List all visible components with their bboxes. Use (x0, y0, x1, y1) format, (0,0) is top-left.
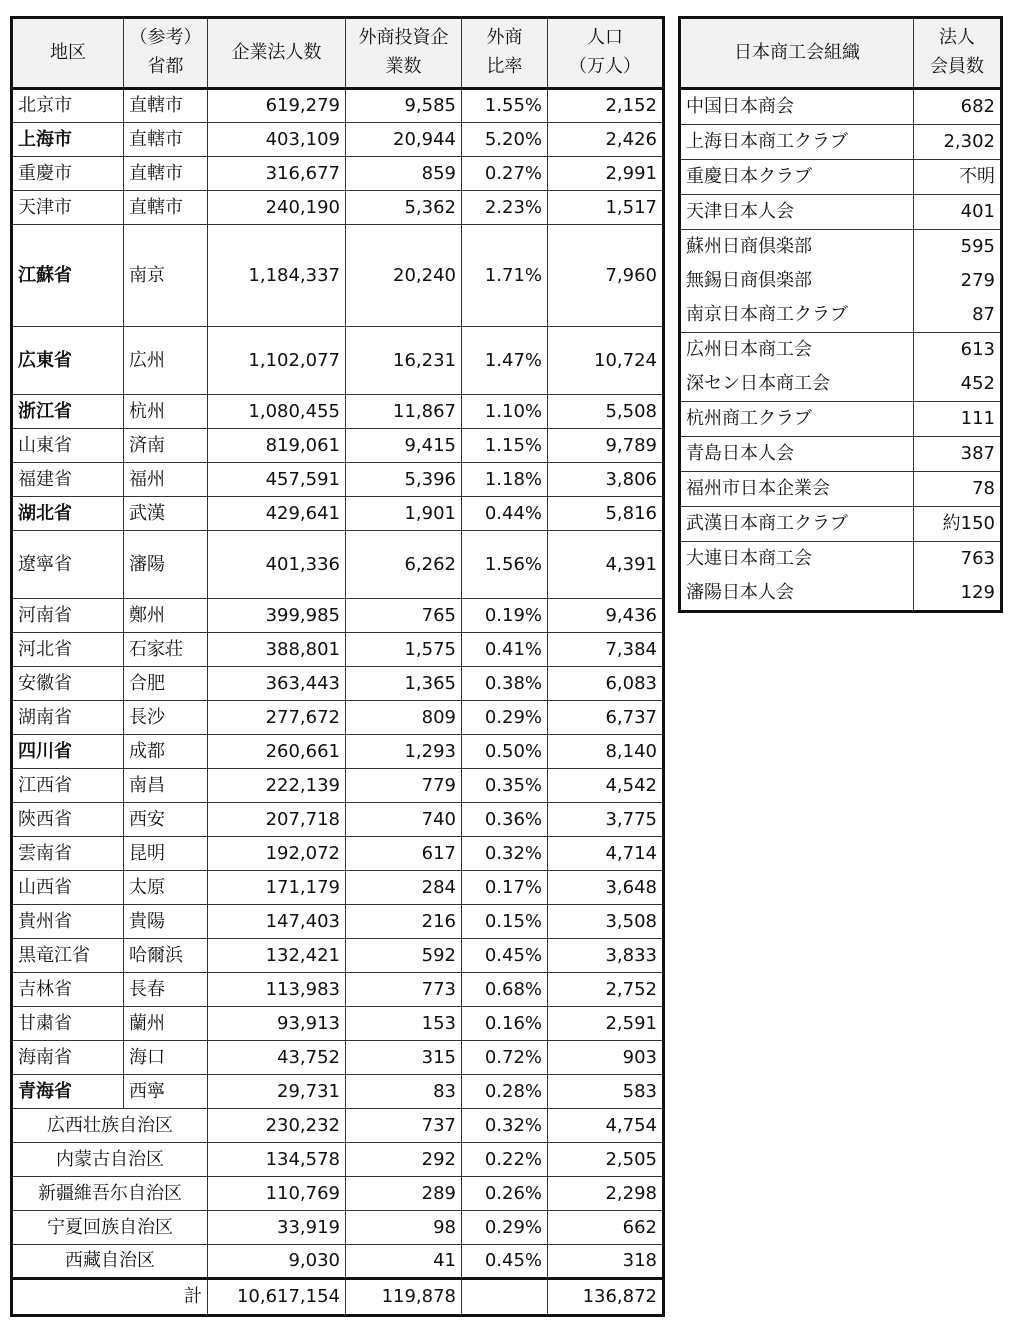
population-cell: 7,960 (548, 225, 664, 327)
region-cell: 福建省 (12, 463, 124, 497)
japanese-chamber-table (678, 16, 1003, 613)
population-cell: 4,714 (548, 837, 664, 871)
foreign-cell: 779 (346, 769, 462, 803)
ratio-cell: 0.44% (462, 497, 548, 531)
table-row (12, 735, 664, 769)
region-cell: 浙江省 (12, 395, 124, 429)
total-companies: 10,617,154 (208, 1279, 346, 1316)
org-name: 青島日本人会 (686, 443, 794, 464)
companies-cell: 316,677 (208, 157, 346, 191)
ratio-cell: 1.71% (462, 225, 548, 327)
region-cell: 宁夏回族自治区 (12, 1211, 208, 1245)
companies-cell: 29,731 (208, 1075, 346, 1109)
org-members-cell (914, 160, 1002, 195)
org-group-row (680, 195, 1002, 230)
companies-cell: 260,661 (208, 735, 346, 769)
org-name-cell (680, 472, 914, 507)
ratio-cell: 0.29% (462, 701, 548, 735)
org-members: 452 (960, 373, 995, 394)
foreign-cell: 20,240 (346, 225, 462, 327)
foreign-cell: 292 (346, 1143, 462, 1177)
companies-cell: 192,072 (208, 837, 346, 871)
org-name: 大連日本商工会 (686, 548, 812, 569)
org-group-row (680, 160, 1002, 195)
companies-cell: 110,769 (208, 1177, 346, 1211)
population-cell: 3,648 (548, 871, 664, 905)
table-row (12, 939, 664, 973)
companies-cell: 1,102,077 (208, 327, 346, 395)
org-group-row (680, 402, 1002, 437)
org-members-cell (914, 333, 1002, 402)
ratio-cell: 0.16% (462, 1007, 548, 1041)
population-cell: 6,083 (548, 667, 664, 701)
region-cell: 河南省 (12, 599, 124, 633)
foreign-cell: 83 (346, 1075, 462, 1109)
capital-cell: 西寧 (124, 1075, 208, 1109)
population-cell: 2,591 (548, 1007, 664, 1041)
header-org-name: 日本商工会組織 (680, 18, 914, 89)
ratio-cell: 1.47% (462, 327, 548, 395)
region-cell: 広東省 (12, 327, 124, 395)
foreign-cell: 5,396 (346, 463, 462, 497)
foreign-cell: 284 (346, 871, 462, 905)
population-cell: 2,152 (548, 89, 664, 123)
table-row (12, 123, 664, 157)
ratio-cell: 0.27% (462, 157, 548, 191)
companies-cell: 399,985 (208, 599, 346, 633)
ratio-cell: 1.18% (462, 463, 548, 497)
org-name: 福州市日本企業会 (686, 478, 830, 499)
population-cell: 3,775 (548, 803, 664, 837)
population-cell: 2,298 (548, 1177, 664, 1211)
region-cell: 湖南省 (12, 701, 124, 735)
org-members: 595 (960, 236, 995, 257)
region-cell: 貴州省 (12, 905, 124, 939)
foreign-cell: 1,575 (346, 633, 462, 667)
foreign-cell: 153 (346, 1007, 462, 1041)
foreign-cell: 98 (346, 1211, 462, 1245)
table-row (12, 667, 664, 701)
table-row (12, 1109, 664, 1143)
org-name: 蘇州日商倶楽部 (686, 236, 812, 257)
foreign-cell: 1,365 (346, 667, 462, 701)
org-members: 78 (972, 478, 995, 499)
org-members-cell (914, 542, 1002, 612)
org-group-row (680, 333, 1002, 402)
companies-cell: 230,232 (208, 1109, 346, 1143)
capital-cell: 石家荘 (124, 633, 208, 667)
table-row (12, 327, 664, 395)
companies-cell: 222,139 (208, 769, 346, 803)
population-cell: 2,752 (548, 973, 664, 1007)
population-cell: 318 (548, 1245, 664, 1279)
companies-cell: 363,443 (208, 667, 346, 701)
foreign-cell: 315 (346, 1041, 462, 1075)
ratio-cell: 2.23% (462, 191, 548, 225)
companies-cell: 429,641 (208, 497, 346, 531)
population-cell: 5,816 (548, 497, 664, 531)
foreign-cell: 765 (346, 599, 462, 633)
table-row (12, 1211, 664, 1245)
org-name: 瀋陽日本人会 (686, 582, 794, 603)
capital-cell: 福州 (124, 463, 208, 497)
table-row (12, 1177, 664, 1211)
capital-cell: 瀋陽 (124, 531, 208, 599)
region-cell: 陝西省 (12, 803, 124, 837)
ratio-cell: 1.56% (462, 531, 548, 599)
foreign-cell: 1,901 (346, 497, 462, 531)
org-group-row (680, 472, 1002, 507)
table-row (12, 1245, 664, 1279)
header-capital: （参考） 省都 (124, 18, 208, 89)
org-name: 上海日本商工クラブ (686, 131, 848, 152)
region-cell: 江西省 (12, 769, 124, 803)
companies-cell: 457,591 (208, 463, 346, 497)
population-cell: 2,991 (548, 157, 664, 191)
capital-cell: 合肥 (124, 667, 208, 701)
capital-cell: 太原 (124, 871, 208, 905)
companies-cell: 132,421 (208, 939, 346, 973)
companies-cell: 147,403 (208, 905, 346, 939)
population-cell: 1,517 (548, 191, 664, 225)
capital-cell: 蘭州 (124, 1007, 208, 1041)
region-cell: 天津市 (12, 191, 124, 225)
org-group-row (680, 507, 1002, 542)
org-name: 広州日本商工会 (686, 339, 812, 360)
table-row (12, 157, 664, 191)
table-row (12, 973, 664, 1007)
org-group-row (680, 437, 1002, 472)
region-cell: 江蘇省 (12, 225, 124, 327)
companies-cell: 1,080,455 (208, 395, 346, 429)
companies-cell: 93,913 (208, 1007, 346, 1041)
ratio-cell: 0.68% (462, 973, 548, 1007)
ratio-cell: 0.45% (462, 939, 548, 973)
table-row (12, 599, 664, 633)
ratio-cell: 0.45% (462, 1245, 548, 1279)
org-name: 重慶日本クラブ (686, 166, 812, 187)
header-foreign: 外商投資企 業数 (346, 18, 462, 89)
total-population: 136,872 (548, 1279, 664, 1316)
table-row (12, 633, 664, 667)
org-members: 不明 (959, 166, 995, 187)
table-row (12, 1007, 664, 1041)
org-members-cell (914, 437, 1002, 472)
ratio-cell: 0.32% (462, 837, 548, 871)
companies-cell: 43,752 (208, 1041, 346, 1075)
companies-cell: 171,179 (208, 871, 346, 905)
org-group-row (680, 89, 1002, 125)
table-row (12, 429, 664, 463)
org-name: 天津日本人会 (686, 201, 794, 222)
foreign-cell: 809 (346, 701, 462, 735)
region-cell: 安徽省 (12, 667, 124, 701)
population-cell: 6,737 (548, 701, 664, 735)
org-members: 129 (960, 582, 995, 603)
population-cell: 4,391 (548, 531, 664, 599)
table-row (12, 1143, 664, 1177)
org-members: 111 (960, 408, 995, 429)
org-members-cell (914, 507, 1002, 542)
org-name-cell (680, 160, 914, 195)
population-cell: 4,542 (548, 769, 664, 803)
org-members: 763 (960, 548, 995, 569)
capital-cell: 海口 (124, 1041, 208, 1075)
total-row (12, 1279, 664, 1316)
org-table-header (680, 18, 1002, 89)
org-members: 401 (960, 201, 995, 222)
table-row (12, 701, 664, 735)
foreign-cell: 216 (346, 905, 462, 939)
ratio-cell: 0.19% (462, 599, 548, 633)
companies-cell: 207,718 (208, 803, 346, 837)
ratio-cell: 0.29% (462, 1211, 548, 1245)
companies-cell: 134,578 (208, 1143, 346, 1177)
capital-cell: 武漢 (124, 497, 208, 531)
header-population: 人口 （万人） (548, 18, 664, 89)
ratio-cell: 0.72% (462, 1041, 548, 1075)
org-members-cell (914, 230, 1002, 333)
population-cell: 3,806 (548, 463, 664, 497)
population-cell: 3,833 (548, 939, 664, 973)
org-members: 387 (960, 443, 995, 464)
population-cell: 9,789 (548, 429, 664, 463)
ratio-cell: 0.36% (462, 803, 548, 837)
total-ratio (462, 1279, 548, 1316)
province-table-header (12, 18, 664, 89)
ratio-cell: 0.41% (462, 633, 548, 667)
org-members: 279 (960, 270, 995, 291)
population-cell: 583 (548, 1075, 664, 1109)
foreign-cell: 20,944 (346, 123, 462, 157)
population-cell: 903 (548, 1041, 664, 1075)
foreign-cell: 289 (346, 1177, 462, 1211)
province-table (10, 16, 665, 1317)
foreign-cell: 9,415 (346, 429, 462, 463)
org-members: 613 (960, 339, 995, 360)
ratio-cell: 0.38% (462, 667, 548, 701)
region-cell: 海南省 (12, 1041, 124, 1075)
org-group-row (680, 542, 1002, 612)
region-cell: 吉林省 (12, 973, 124, 1007)
capital-cell: 長沙 (124, 701, 208, 735)
capital-cell: 直轄市 (124, 89, 208, 123)
capital-cell: 広州 (124, 327, 208, 395)
region-cell: 山西省 (12, 871, 124, 905)
capital-cell: 鄭州 (124, 599, 208, 633)
table-row (12, 769, 664, 803)
ratio-cell: 0.17% (462, 871, 548, 905)
population-cell: 4,754 (548, 1109, 664, 1143)
companies-cell: 33,919 (208, 1211, 346, 1245)
table-row (12, 395, 664, 429)
org-name-cell (680, 437, 914, 472)
table-row (12, 463, 664, 497)
region-cell: 広西壮族自治区 (12, 1109, 208, 1143)
org-name: 武漢日本商工クラブ (686, 513, 848, 534)
org-name-cell (680, 542, 914, 612)
org-name-cell (680, 230, 914, 333)
foreign-cell: 6,262 (346, 531, 462, 599)
foreign-cell: 41 (346, 1245, 462, 1279)
population-cell: 2,426 (548, 123, 664, 157)
header-region: 地区 (12, 18, 124, 89)
org-name: 杭州商工クラブ (686, 408, 812, 429)
capital-cell: 哈爾浜 (124, 939, 208, 973)
ratio-cell: 0.28% (462, 1075, 548, 1109)
region-cell: 上海市 (12, 123, 124, 157)
ratio-cell: 0.22% (462, 1143, 548, 1177)
table-row (12, 191, 664, 225)
org-name-cell (680, 507, 914, 542)
table-row (12, 1041, 664, 1075)
table-row (12, 905, 664, 939)
foreign-cell: 9,585 (346, 89, 462, 123)
region-cell: 四川省 (12, 735, 124, 769)
region-cell: 山東省 (12, 429, 124, 463)
table-row (12, 837, 664, 871)
foreign-cell: 617 (346, 837, 462, 871)
companies-cell: 403,109 (208, 123, 346, 157)
region-cell: 新疆維吾尓自治区 (12, 1177, 208, 1211)
capital-cell: 直轄市 (124, 191, 208, 225)
header-org-members: 法人 会員数 (914, 18, 1002, 89)
capital-cell: 南昌 (124, 769, 208, 803)
org-members: 2,302 (943, 131, 995, 152)
foreign-cell: 740 (346, 803, 462, 837)
region-cell: 青海省 (12, 1075, 124, 1109)
capital-cell: 直轄市 (124, 157, 208, 191)
org-name-cell (680, 195, 914, 230)
foreign-cell: 859 (346, 157, 462, 191)
region-cell: 北京市 (12, 89, 124, 123)
org-members-cell (914, 402, 1002, 437)
org-members-cell (914, 89, 1002, 125)
capital-cell: 成都 (124, 735, 208, 769)
population-cell: 3,508 (548, 905, 664, 939)
region-cell: 甘粛省 (12, 1007, 124, 1041)
org-name: 南京日本商工クラブ (686, 304, 848, 325)
population-cell: 7,384 (548, 633, 664, 667)
region-cell: 遼寧省 (12, 531, 124, 599)
ratio-cell: 1.10% (462, 395, 548, 429)
org-members: 682 (960, 96, 995, 117)
foreign-cell: 11,867 (346, 395, 462, 429)
population-cell: 9,436 (548, 599, 664, 633)
capital-cell: 直轄市 (124, 123, 208, 157)
org-name: 深セン日本商工会 (686, 373, 830, 394)
capital-cell: 昆明 (124, 837, 208, 871)
ratio-cell: 0.26% (462, 1177, 548, 1211)
org-group-row (680, 125, 1002, 160)
companies-cell: 240,190 (208, 191, 346, 225)
population-cell: 10,724 (548, 327, 664, 395)
org-members-cell (914, 195, 1002, 230)
population-cell: 2,505 (548, 1143, 664, 1177)
org-members-cell (914, 472, 1002, 507)
total-label: 計 (12, 1279, 208, 1316)
capital-cell: 済南 (124, 429, 208, 463)
companies-cell: 819,061 (208, 429, 346, 463)
region-cell: 湖北省 (12, 497, 124, 531)
companies-cell: 1,184,337 (208, 225, 346, 327)
total-foreign: 119,878 (346, 1279, 462, 1316)
org-group-row (680, 230, 1002, 333)
companies-cell: 9,030 (208, 1245, 346, 1279)
ratio-cell: 0.15% (462, 905, 548, 939)
region-cell: 雲南省 (12, 837, 124, 871)
population-cell: 662 (548, 1211, 664, 1245)
org-members: 約150 (942, 513, 995, 534)
foreign-cell: 5,362 (346, 191, 462, 225)
capital-cell: 貴陽 (124, 905, 208, 939)
table-row (12, 871, 664, 905)
header-companies: 企業法人数 (208, 18, 346, 89)
table-row (12, 531, 664, 599)
table-row (12, 225, 664, 327)
ratio-cell: 1.55% (462, 89, 548, 123)
capital-cell: 南京 (124, 225, 208, 327)
ratio-cell: 0.50% (462, 735, 548, 769)
table-row (12, 497, 664, 531)
region-cell: 内蒙古自治区 (12, 1143, 208, 1177)
ratio-cell: 0.32% (462, 1109, 548, 1143)
foreign-cell: 16,231 (346, 327, 462, 395)
foreign-cell: 1,293 (346, 735, 462, 769)
region-cell: 重慶市 (12, 157, 124, 191)
foreign-cell: 737 (346, 1109, 462, 1143)
companies-cell: 277,672 (208, 701, 346, 735)
org-name: 無錫日商倶楽部 (686, 270, 812, 291)
population-cell: 8,140 (548, 735, 664, 769)
org-name: 中国日本商会 (686, 96, 794, 117)
org-members-cell (914, 125, 1002, 160)
companies-cell: 388,801 (208, 633, 346, 667)
population-cell: 5,508 (548, 395, 664, 429)
companies-cell: 401,336 (208, 531, 346, 599)
org-name-cell (680, 333, 914, 402)
ratio-cell: 5.20% (462, 123, 548, 157)
companies-cell: 113,983 (208, 973, 346, 1007)
foreign-cell: 773 (346, 973, 462, 1007)
org-name-cell (680, 89, 914, 125)
org-name-cell (680, 125, 914, 160)
table-row (12, 89, 664, 123)
companies-cell: 619,279 (208, 89, 346, 123)
capital-cell: 長春 (124, 973, 208, 1007)
org-name-cell (680, 402, 914, 437)
table-row (12, 803, 664, 837)
header-ratio: 外商 比率 (462, 18, 548, 89)
region-cell: 西藏自治区 (12, 1245, 208, 1279)
capital-cell: 西安 (124, 803, 208, 837)
table-row (12, 1075, 664, 1109)
ratio-cell: 1.15% (462, 429, 548, 463)
capital-cell: 杭州 (124, 395, 208, 429)
region-cell: 河北省 (12, 633, 124, 667)
org-members: 87 (972, 304, 995, 325)
foreign-cell: 592 (346, 939, 462, 973)
ratio-cell: 0.35% (462, 769, 548, 803)
region-cell: 黒竜江省 (12, 939, 124, 973)
